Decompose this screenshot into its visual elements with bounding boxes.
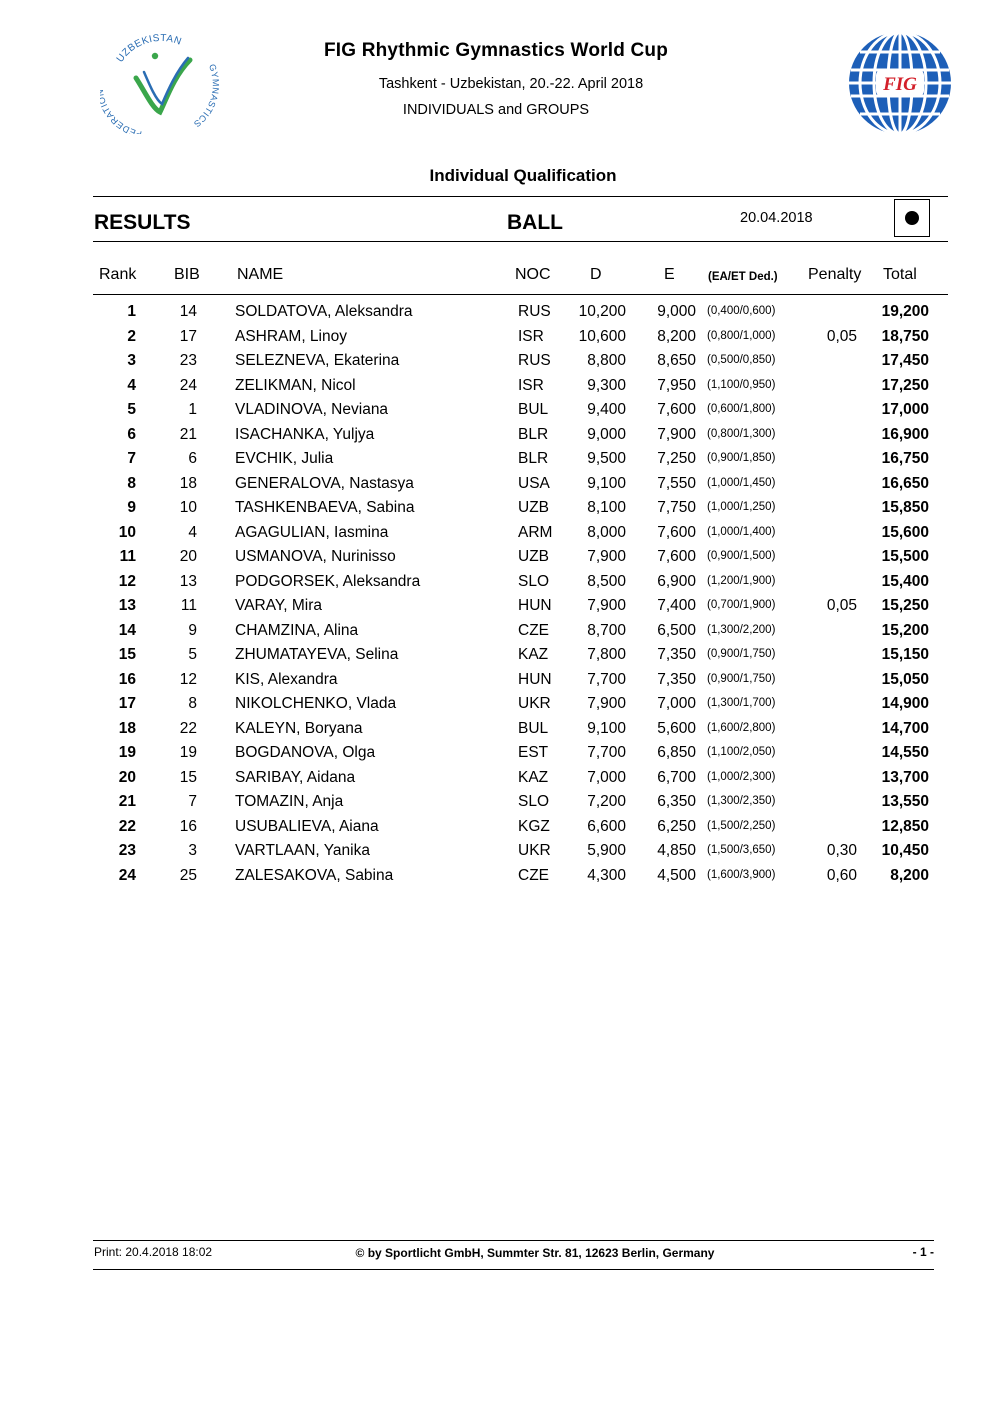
cell-total: 10,450 xyxy=(881,842,929,859)
cell-noc: BUL xyxy=(518,719,549,737)
cell-e-score: 6,700 xyxy=(657,768,696,786)
cell-noc: ISR xyxy=(518,327,544,345)
table-row xyxy=(0,668,992,693)
cell-deductions: (0,900/1,750) xyxy=(707,672,776,685)
cell-d-score: 8,700 xyxy=(587,621,626,639)
cell-rank: 22 xyxy=(118,817,136,835)
cell-bib: 13 xyxy=(179,572,197,590)
page-number: - 1 - xyxy=(912,1245,934,1259)
cell-d-score: 7,800 xyxy=(587,646,626,663)
cell-e-score: 7,950 xyxy=(657,376,696,394)
results-label: RESULTS xyxy=(94,211,191,234)
cell-deductions: (0,900/1,500) xyxy=(707,550,776,562)
cell-noc: EST xyxy=(518,744,549,761)
cell-deductions: (0,900/1,750) xyxy=(707,648,776,660)
cell-name: PODGORSEK, Aleksandra xyxy=(235,572,421,590)
cell-deductions: (1,300/2,350) xyxy=(707,795,776,807)
cell-d-score: 7,200 xyxy=(587,793,626,810)
apparatus-label: BALL xyxy=(507,211,563,234)
cell-penalty: 0,60 xyxy=(826,866,857,884)
cell-e-score: 4,500 xyxy=(657,866,696,884)
cell-d-score: 8,100 xyxy=(587,499,626,516)
cell-e-score: 7,400 xyxy=(657,597,696,614)
cell-total: 14,900 xyxy=(881,695,929,712)
cell-e-score: 7,350 xyxy=(657,670,696,688)
cell-e-score: 5,600 xyxy=(657,719,696,737)
cell-name: SOLDATOVA, Aleksandra xyxy=(235,303,413,320)
cell-deductions: (0,700/1,900) xyxy=(707,599,776,611)
table-row xyxy=(0,374,992,399)
print-timestamp: Print: 20.4.2018 18:02 xyxy=(94,1245,213,1259)
cell-total: 14,550 xyxy=(881,744,929,761)
cell-e-score: 6,850 xyxy=(657,744,696,761)
cell-e-score: 7,900 xyxy=(657,425,696,443)
table-row xyxy=(0,643,992,668)
cell-deductions: (0,900/1,850) xyxy=(707,452,776,464)
cell-total: 15,500 xyxy=(881,548,929,565)
cell-rank: 6 xyxy=(127,425,136,443)
cell-noc: SLO xyxy=(518,793,550,810)
cell-rank: 24 xyxy=(118,866,136,884)
table-row xyxy=(0,839,992,864)
results-date: 20.04.2018 xyxy=(740,210,813,226)
footer-divider-top xyxy=(93,1240,934,1241)
cell-d-score: 9,300 xyxy=(587,376,626,394)
cell-rank: 11 xyxy=(119,548,136,565)
cell-rank: 5 xyxy=(127,401,136,418)
cell-e-score: 6,900 xyxy=(657,572,696,590)
cell-d-score: 8,800 xyxy=(587,352,626,369)
cell-noc: RUS xyxy=(518,352,551,369)
event-location-dates: Tashkent - Uzbekistan, 20.-22. April 2018 xyxy=(378,76,644,92)
cell-name: VARAY, Mira xyxy=(235,597,322,614)
cell-d-score: 7,900 xyxy=(587,597,626,614)
cell-total: 16,750 xyxy=(881,450,929,467)
cell-bib: 8 xyxy=(188,695,197,712)
logo-text-gymnastics: GYMNASTICS xyxy=(191,62,221,130)
cell-e-score: 7,750 xyxy=(657,499,696,516)
cell-d-score: 7,900 xyxy=(587,548,626,565)
cell-bib: 3 xyxy=(188,842,197,859)
cell-d-score: 8,500 xyxy=(587,572,626,590)
cell-bib: 6 xyxy=(188,450,197,467)
cell-bib: 18 xyxy=(179,474,197,492)
cell-d-score: 9,100 xyxy=(587,474,626,492)
cell-name: USMANOVA, Nurinisso xyxy=(235,548,396,565)
cell-rank: 4 xyxy=(127,376,136,394)
table-row xyxy=(0,790,992,815)
cell-name: CHAMZINA, Alina xyxy=(235,621,359,639)
section-title: Individual Qualification xyxy=(429,166,617,185)
cell-total: 15,050 xyxy=(881,670,929,688)
cell-rank: 12 xyxy=(118,572,136,590)
cell-e-score: 6,500 xyxy=(657,621,696,639)
table-row xyxy=(0,717,992,742)
cell-total: 17,000 xyxy=(881,401,929,418)
cell-bib: 24 xyxy=(179,376,197,394)
cell-deductions: (0,600/1,800) xyxy=(707,403,776,415)
cell-rank: 2 xyxy=(127,327,136,345)
cell-name: KIS, Alexandra xyxy=(235,670,338,688)
cell-rank: 19 xyxy=(118,744,136,761)
cell-name: KALEYN, Boryana xyxy=(235,719,363,737)
cell-e-score: 7,350 xyxy=(657,646,696,663)
cell-e-score: 8,200 xyxy=(657,327,696,345)
table-row xyxy=(0,472,992,497)
cell-total: 18,750 xyxy=(881,327,929,345)
cell-deductions: (0,800/1,300) xyxy=(707,427,776,440)
cell-e-score: 6,250 xyxy=(657,817,696,835)
cell-bib: 20 xyxy=(179,548,197,565)
cell-total: 12,850 xyxy=(881,817,929,835)
col-header-noc: NOC xyxy=(515,266,551,283)
cell-noc: ARM xyxy=(518,523,553,541)
cell-name: ZHUMATAYEVA, Selina xyxy=(235,646,399,663)
cell-e-score: 9,000 xyxy=(657,303,696,320)
cell-penalty: 0,05 xyxy=(826,597,857,614)
table-row xyxy=(0,864,992,889)
cell-deductions: (1,200/1,900) xyxy=(707,574,776,587)
cell-total: 17,450 xyxy=(881,352,929,369)
cell-d-score: 4,300 xyxy=(587,866,626,884)
cell-e-score: 7,550 xyxy=(657,474,696,492)
table-row xyxy=(0,423,992,448)
table-row xyxy=(0,815,992,840)
cell-d-score: 9,500 xyxy=(587,450,626,467)
cell-name: SARIBAY, Aidana xyxy=(235,768,356,786)
cell-e-score: 6,350 xyxy=(657,793,696,810)
cell-noc: CZE xyxy=(518,621,549,639)
cell-rank: 14 xyxy=(118,621,136,639)
cell-rank: 16 xyxy=(118,670,136,688)
cell-bib: 22 xyxy=(179,719,197,737)
table-row xyxy=(0,496,992,521)
cell-total: 15,150 xyxy=(881,646,929,663)
cell-deductions: (1,000/1,450) xyxy=(707,476,776,489)
cell-noc: UKR xyxy=(518,695,551,712)
cell-d-score: 7,700 xyxy=(587,744,626,761)
cell-noc: BUL xyxy=(518,401,549,418)
cell-noc: KGZ xyxy=(518,817,550,835)
table-row xyxy=(0,349,992,374)
cell-d-score: 5,900 xyxy=(587,842,626,859)
cell-bib: 15 xyxy=(179,768,197,786)
table-row xyxy=(0,325,992,350)
cell-name: SELEZNEVA, Ekaterina xyxy=(235,352,400,369)
footer-divider-bottom xyxy=(93,1269,934,1270)
cell-rank: 20 xyxy=(118,768,136,786)
cell-d-score: 9,100 xyxy=(587,719,626,737)
cell-name: TOMAZIN, Anja xyxy=(235,793,344,810)
cell-total: 16,650 xyxy=(881,474,929,492)
cell-e-score: 7,250 xyxy=(657,450,696,467)
cell-name: BOGDANOVA, Olga xyxy=(235,744,376,761)
results-table xyxy=(0,300,992,888)
cell-name: ZALESAKOVA, Sabina xyxy=(235,866,394,884)
fig-logo-text: FIG xyxy=(883,74,917,95)
cell-name: ASHRAM, Linoy xyxy=(235,327,347,345)
divider-columns xyxy=(93,294,948,295)
cell-d-score: 6,600 xyxy=(587,817,626,835)
cell-total: 15,250 xyxy=(881,597,929,614)
cell-rank: 10 xyxy=(118,523,136,541)
cell-total: 8,200 xyxy=(890,866,929,884)
cell-noc: ISR xyxy=(518,376,544,394)
logo-text-federation: FEDERAT xyxy=(100,104,143,134)
table-row xyxy=(0,692,992,717)
cell-noc: USA xyxy=(518,474,550,492)
cell-total: 14,700 xyxy=(881,719,929,737)
col-header-e: E xyxy=(664,266,675,283)
col-header-penalty: Penalty xyxy=(808,266,862,283)
col-header-d: D xyxy=(590,266,602,283)
cell-d-score: 8,000 xyxy=(587,523,626,541)
cell-rank: 1 xyxy=(127,303,136,320)
table-row xyxy=(0,545,992,570)
cell-name: ISACHANKA, Yuljya xyxy=(235,425,375,443)
cell-deductions: (1,300/1,700) xyxy=(707,697,776,709)
cell-name: EVCHIK, Julia xyxy=(235,450,334,467)
fig-globe-logo xyxy=(846,30,954,136)
cell-rank: 23 xyxy=(118,842,136,859)
cell-bib: 16 xyxy=(179,817,197,835)
cell-noc: KAZ xyxy=(518,646,549,663)
col-header-total: Total xyxy=(883,266,917,283)
cell-deductions: (0,500/0,850) xyxy=(707,354,776,366)
cell-deductions: (1,500/3,650) xyxy=(707,844,776,856)
cell-deductions: (1,300/2,200) xyxy=(707,623,776,636)
cell-total: 15,200 xyxy=(881,621,929,639)
cell-total: 15,400 xyxy=(881,572,929,590)
cell-bib: 11 xyxy=(180,597,197,614)
cell-noc: UZB xyxy=(518,548,549,565)
cell-noc: BLR xyxy=(518,450,549,467)
table-row xyxy=(0,447,992,472)
cell-rank: 17 xyxy=(118,695,136,712)
cell-penalty: 0,30 xyxy=(826,842,857,859)
cell-noc: UZB xyxy=(518,499,549,516)
cell-total: 15,850 xyxy=(881,499,929,516)
cell-rank: 21 xyxy=(118,793,136,810)
table-row xyxy=(0,398,992,423)
cell-bib: 25 xyxy=(179,866,197,884)
cell-d-score: 7,900 xyxy=(587,695,626,712)
cell-bib: 9 xyxy=(188,621,197,639)
cell-d-score: 7,000 xyxy=(587,768,626,786)
table-row xyxy=(0,594,992,619)
table-row xyxy=(0,521,992,546)
cell-e-score: 7,000 xyxy=(657,695,696,712)
cell-rank: 13 xyxy=(118,597,136,614)
divider-header xyxy=(93,241,948,242)
divider-top xyxy=(93,196,948,197)
col-header-name: NAME xyxy=(237,266,284,283)
cell-bib: 7 xyxy=(188,793,197,810)
cell-deductions: (1,600/2,800) xyxy=(707,721,776,734)
cell-deductions: (1,500/2,250) xyxy=(707,819,776,832)
cell-total: 17,250 xyxy=(881,376,929,394)
cell-bib: 23 xyxy=(179,352,197,369)
cell-deductions: (1,000/2,300) xyxy=(707,770,776,783)
cell-e-score: 7,600 xyxy=(657,548,696,565)
cell-noc: HUN xyxy=(518,670,552,688)
col-header-bib: BIB xyxy=(174,266,200,283)
cell-rank: 8 xyxy=(127,474,136,492)
cell-name: VLADINOVA, Neviana xyxy=(235,401,389,418)
col-header-deductions: (EA/ET Ded.) xyxy=(708,271,778,283)
cell-deductions: (1,600/3,900) xyxy=(707,868,776,881)
cell-total: 19,200 xyxy=(881,303,929,320)
table-row xyxy=(0,619,992,644)
cell-noc: RUS xyxy=(518,303,551,320)
cell-bib: 10 xyxy=(179,499,197,516)
table-row xyxy=(0,300,992,325)
cell-noc: BLR xyxy=(518,425,549,443)
cell-name: NIKOLCHENKO, Vlada xyxy=(235,695,397,712)
cell-bib: 5 xyxy=(188,646,197,663)
cell-d-score: 9,000 xyxy=(587,425,626,443)
cell-d-score: 10,200 xyxy=(578,303,626,320)
cell-bib: 21 xyxy=(179,425,197,443)
cell-total: 13,550 xyxy=(881,793,929,810)
table-row xyxy=(0,570,992,595)
table-row xyxy=(0,741,992,766)
cell-rank: 7 xyxy=(127,450,136,467)
logo-text-uzbekistan: UZBEKISTAN xyxy=(114,32,184,65)
col-header-rank: Rank xyxy=(99,266,137,283)
cell-noc: CZE xyxy=(518,866,549,884)
cell-bib: 4 xyxy=(188,523,197,541)
cell-total: 15,600 xyxy=(881,523,929,541)
cell-deductions: (0,400/0,600) xyxy=(707,305,776,317)
cell-name: ZELIKMAN, Nicol xyxy=(235,376,356,394)
cell-deductions: (0,800/1,000) xyxy=(707,329,776,342)
cell-name: USUBALIEVA, Aiana xyxy=(235,817,379,835)
cell-e-score: 8,650 xyxy=(657,352,696,369)
cell-total: 16,900 xyxy=(881,425,929,443)
cell-name: TASHKENBAEVA, Sabina xyxy=(235,499,415,516)
cell-deductions: (1,100/2,050) xyxy=(707,746,776,758)
cell-d-score: 10,600 xyxy=(578,327,626,345)
copyright-notice: © by Sportlicht GmbH, Summter Str. 81, 12623 Berlin, Germany xyxy=(355,1246,715,1260)
cell-name: AGAGULIAN, Iasmina xyxy=(235,523,389,541)
cell-e-score: 7,600 xyxy=(657,523,696,541)
cell-bib: 19 xyxy=(179,744,197,761)
svg-text:GYMNASTICS xyxy=(192,63,221,130)
cell-deductions: (1,100/0,950) xyxy=(707,378,776,391)
cell-total: 13,700 xyxy=(881,768,929,786)
cell-rank: 3 xyxy=(127,352,136,369)
cell-bib: 14 xyxy=(179,303,197,320)
cell-name: GENERALOVA, Nastasya xyxy=(235,474,414,492)
cell-noc: UKR xyxy=(518,842,551,859)
event-category: INDIVIDUALS and GROUPS xyxy=(402,102,590,118)
cell-bib: 17 xyxy=(179,327,197,345)
cell-noc: KAZ xyxy=(518,768,549,786)
cell-name: VARTLAAN, Yanika xyxy=(235,842,370,859)
cell-noc: SLO xyxy=(518,572,550,590)
table-row xyxy=(0,766,992,791)
event-title: FIG Rhythmic Gymnastics World Cup xyxy=(323,40,669,61)
cell-bib: 12 xyxy=(179,670,197,688)
cell-rank: 15 xyxy=(118,646,136,663)
cell-rank: 18 xyxy=(118,719,136,737)
cell-deductions: (1,000/1,250) xyxy=(707,501,776,513)
cell-bib: 1 xyxy=(188,401,197,418)
cell-noc: HUN xyxy=(518,597,552,614)
cell-penalty: 0,05 xyxy=(826,327,857,345)
cell-deductions: (1,000/1,400) xyxy=(707,525,776,538)
ball-apparatus-icon xyxy=(894,199,930,237)
cell-rank: 9 xyxy=(127,499,136,516)
cell-d-score: 7,700 xyxy=(587,670,626,688)
cell-e-score: 4,850 xyxy=(657,842,696,859)
cell-e-score: 7,600 xyxy=(657,401,696,418)
cell-d-score: 9,400 xyxy=(587,401,626,418)
